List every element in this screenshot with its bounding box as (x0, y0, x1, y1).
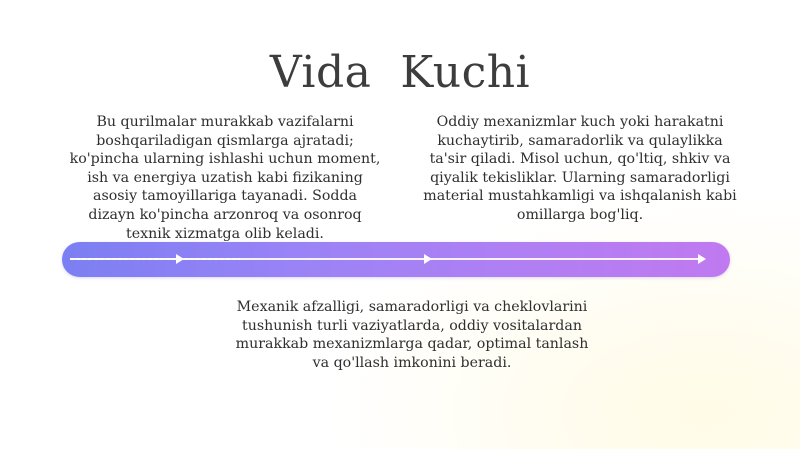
timeline-arrow-icon (176, 254, 184, 264)
timeline-line-start (70, 258, 240, 260)
slide-title: Vida Kuchi (269, 47, 531, 99)
timeline-arrow-icon (698, 254, 706, 264)
text-block-left: Bu qurilmalar murakkab vazifalarni boshqariladigan qismlarga ajratadi; ko'pincha ularning ishlashi uchun moment, ish va energiya uzatish kabi fizikaning asosiy tamoyillariga tayanadi. Sodda dizayn ko'pincha arzonroq va osonroq texnik xizmatga olib keladi. (69, 114, 381, 242)
text-block-right: Oddiy mexanizmlar kuch yoki harakatni kuchaytirib, samaradorlik va qulaylikka ta'sir qiladi. Misol uchun, qo'ltiq, shkiv va qiyalik tekisliklar. Ularning samaradorligi material mustahkamligi va ishqalanish kabi omillarga bog'liq. (423, 114, 737, 223)
timeline-bar (62, 242, 730, 277)
timeline-arrow-icon (424, 254, 432, 264)
text-block-bottom: Mexanik afzalligi, samaradorligi va cheklovlarini tushunish turli vaziyatlarda, oddiy vositalardan murakkab mexanizmlarga qadar, optimal tanlash va qo'llash imkonini beradi. (235, 299, 589, 371)
